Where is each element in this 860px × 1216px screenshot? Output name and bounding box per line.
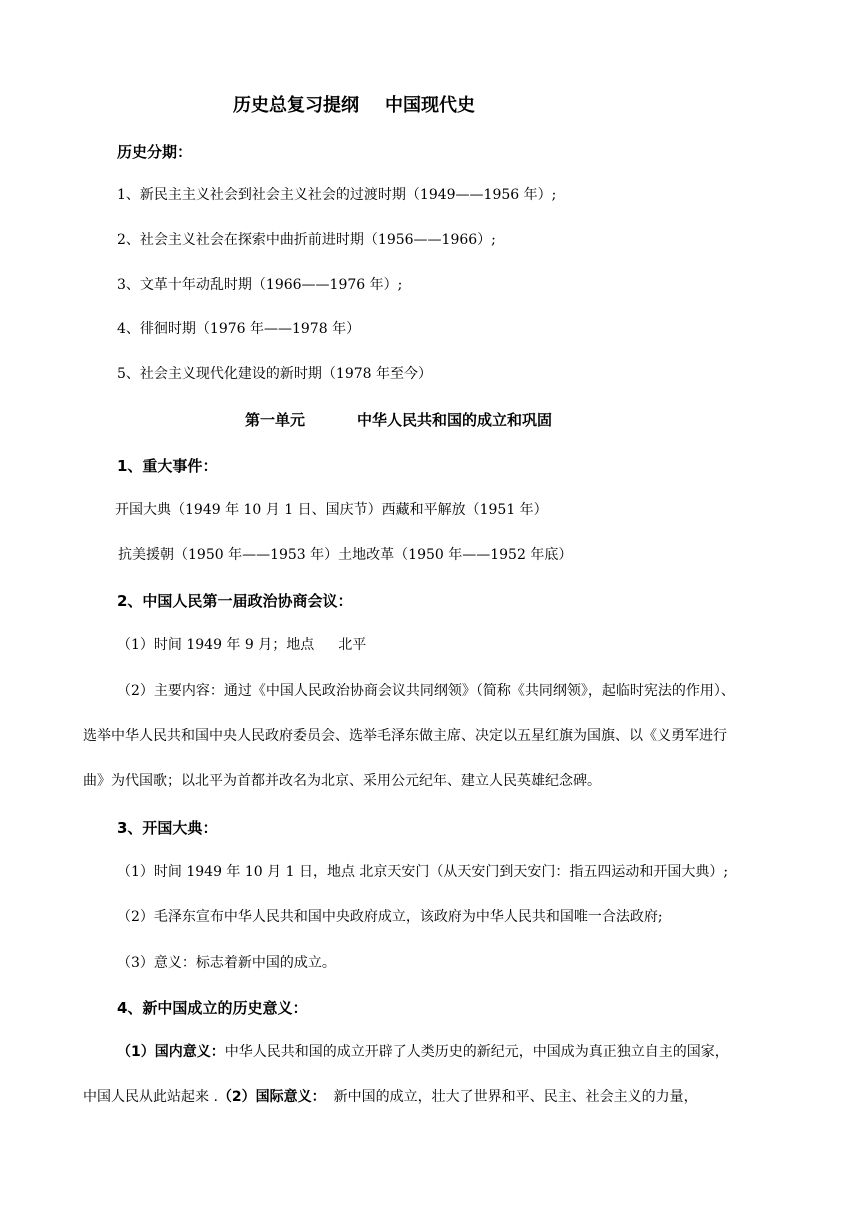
section-3-item-1: （1）时间 1949 年 10 月 1 日，地点 北京天安门（从天安门到天安门：指五四运动和开国大典）;	[117, 864, 729, 880]
period-item-2: 2、社会主义社会在探索中曲折前进时期（1956——1966）;	[117, 232, 496, 248]
periodization-heading: 历史分期：	[117, 143, 193, 161]
title-sub: 中国现代史	[385, 95, 475, 116]
section-2-content-3: 曲》为代国歌；以北平为首都并改名为北京、采用公元纪年、建立人民英雄纪念碑。	[83, 773, 601, 789]
period-item-1: 1、新民主主义社会到社会主义社会的过渡时期（1949——1956 年）;	[117, 187, 557, 203]
section-1-line-2: 抗美援朝（1950 年——1953 年）土地改革（1950 年——1952 年底）	[118, 547, 573, 563]
section-1-heading: 1、重大事件：	[117, 457, 218, 475]
section-3-heading: 3、开国大典：	[117, 819, 218, 837]
section-2-place: 北平	[338, 637, 367, 653]
section-1-line-1: 开国大典（1949 年 10 月 1 日、国庆节）西藏和平解放（1951 年）	[115, 502, 548, 518]
section-2-content-2: 选举中华人民共和国中央人民政府委员会、选举毛泽东做主席、决定以五星红旗为国旗、以《义勇军进行	[83, 728, 727, 744]
section-2-time-text: （1）时间 1949 年 9 月；地点	[117, 637, 315, 653]
unit-title: 中华人民共和国的成立和巩固	[357, 411, 553, 429]
section-4-heading: 4、新中国成立的历史意义：	[117, 999, 308, 1017]
period-item-4: 4、徘徊时期（1976 年——1978 年）	[117, 321, 361, 337]
domestic-significance-label: （1）国内意义：	[117, 1044, 225, 1060]
title-main: 历史总复习提纲	[233, 95, 359, 116]
section-4-line-2	[83, 1088, 698, 1106]
unit-heading	[245, 410, 552, 430]
period-item-5: 5、社会主义现代化建设的新时期（1978 年至今）	[117, 366, 432, 382]
section-3-item-2: （2）毛泽东宣布中华人民共和国中央政府成立，该政府为中华人民共和国唯一合法政府;	[117, 909, 663, 925]
domestic-significance-text: 中华人民共和国的成立开辟了人类历史的新纪元，中国成为真正独立自主的国家，	[224, 1044, 729, 1060]
document-title	[233, 95, 475, 117]
section-4-line-2-text: 中国人民从此站起来 .	[83, 1089, 218, 1105]
section-3-item-3: （3）意义：标志着新中国的成立。	[117, 955, 336, 971]
unit-label: 第一单元	[245, 411, 306, 429]
section-2-heading: 2、中国人民第一届政治协商会议：	[117, 592, 353, 610]
section-4-line-1	[117, 1043, 729, 1061]
period-item-3: 3、文革十年动乱时期（1966——1976 年）;	[117, 277, 403, 293]
international-significance-text: 新中国的成立，壮大了世界和平、民主、社会主义的力量，	[333, 1089, 698, 1105]
section-2-content-1: （2）主要内容：通过《中国人民政治协商会议共同纲领》（简称《共同纲领》，起临时宪法的作用）、	[117, 683, 735, 699]
section-2-time	[117, 636, 366, 654]
international-significance-label: （2）国际意义：	[217, 1089, 326, 1105]
